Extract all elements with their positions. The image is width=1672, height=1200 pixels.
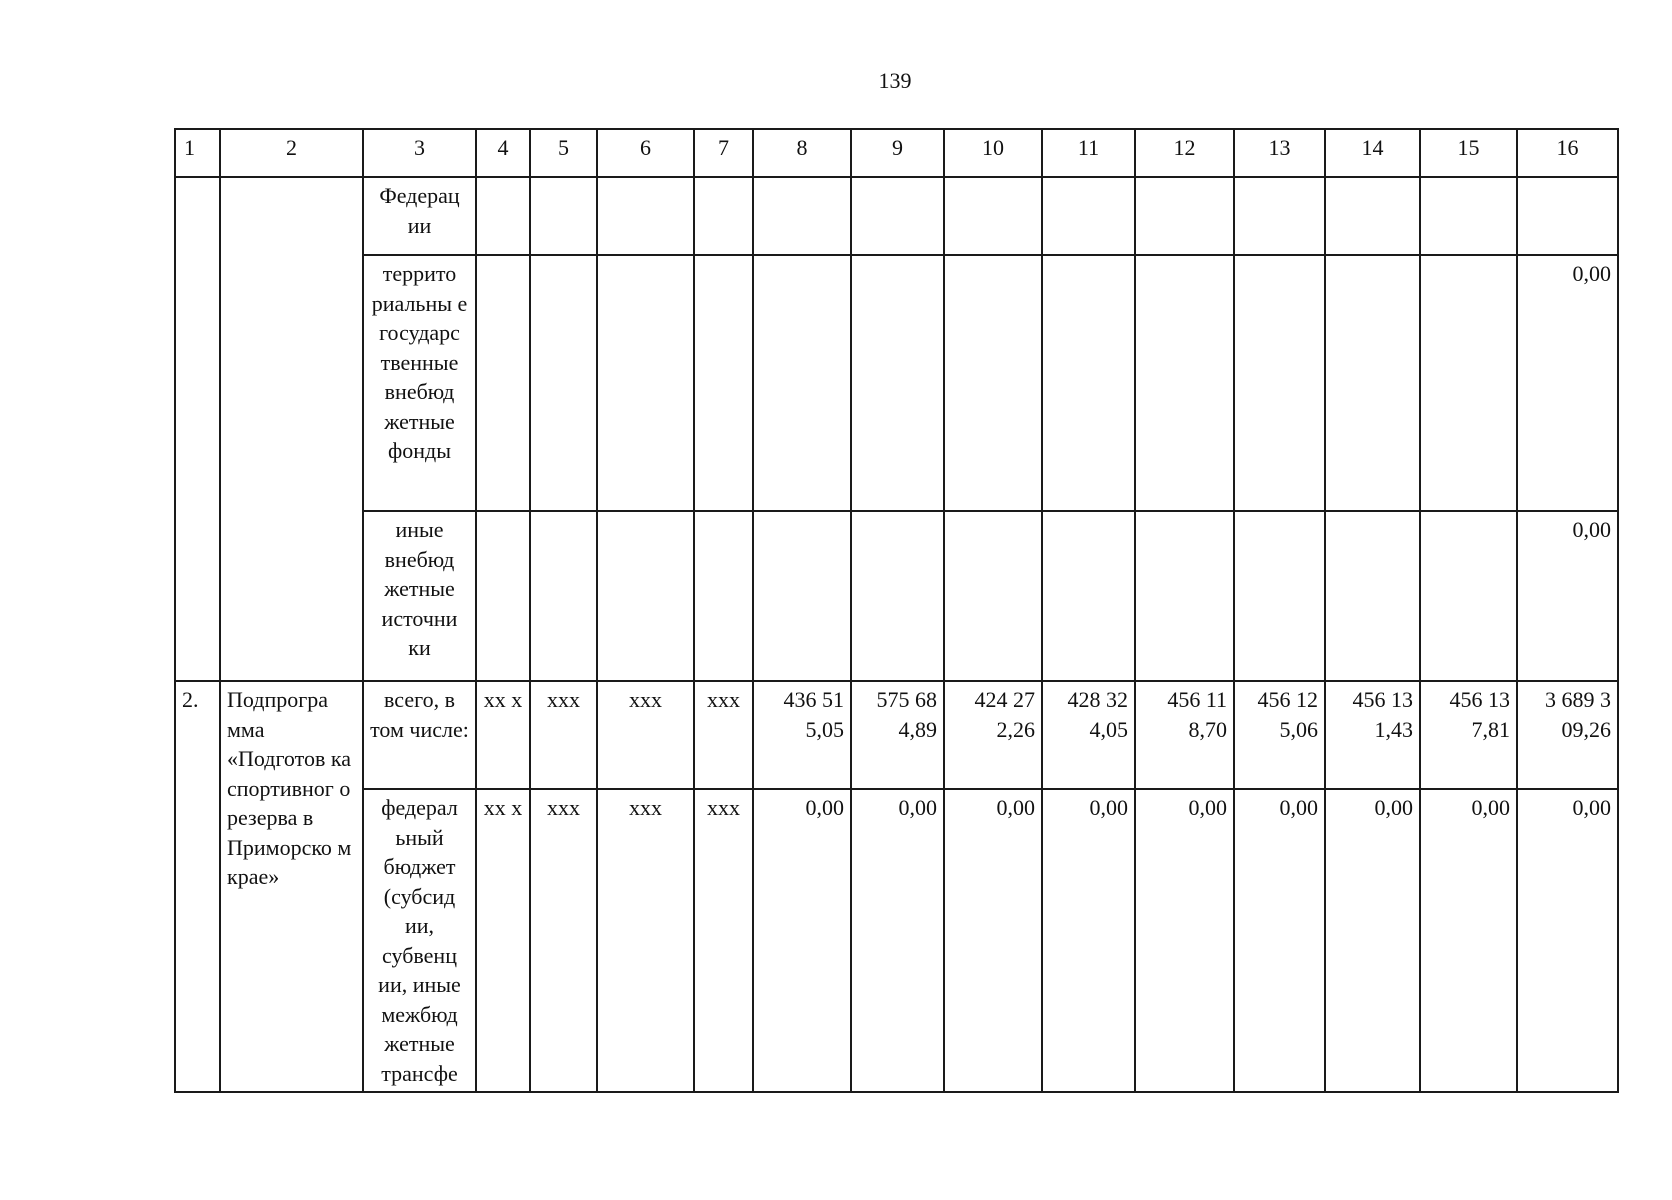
header-cell: 8 <box>753 129 851 177</box>
table-cell: 0,00 <box>944 789 1042 1092</box>
table-cell <box>1325 177 1420 255</box>
table-cell: ххх <box>530 789 597 1092</box>
header-cell: 15 <box>1420 129 1517 177</box>
header-cell: 14 <box>1325 129 1420 177</box>
table-cell <box>753 177 851 255</box>
source-label: террито риальны е государс твенные внебюд жетные фонды <box>363 255 476 511</box>
table-cell: 0,00 <box>1234 789 1325 1092</box>
header-cell: 3 <box>363 129 476 177</box>
table-cell <box>597 255 694 511</box>
header-cell: 6 <box>597 129 694 177</box>
header-cell: 12 <box>1135 129 1234 177</box>
source-label: всего, в том числе: <box>363 681 476 789</box>
table-cell <box>1420 177 1517 255</box>
header-cell: 7 <box>694 129 753 177</box>
budget-table <box>174 128 1619 1093</box>
table-cell: ххх <box>597 789 694 1092</box>
source-label: иные внебюд жетные источни ки <box>363 511 476 681</box>
table-row <box>175 789 1618 1092</box>
header-cell: 10 <box>944 129 1042 177</box>
table-cell: 0,00 <box>1517 511 1618 681</box>
table-cell: 428 32 4,05 <box>1042 681 1135 789</box>
table-cell <box>1420 511 1517 681</box>
table-cell <box>1420 255 1517 511</box>
table-cell <box>1135 255 1234 511</box>
header-cell: 13 <box>1234 129 1325 177</box>
table-cell <box>1135 177 1234 255</box>
table-cell <box>1234 511 1325 681</box>
header-cell: 1 <box>175 129 220 177</box>
table-cell <box>753 255 851 511</box>
table-cell: ххх <box>694 789 753 1092</box>
table-row <box>175 255 1618 511</box>
table-cell: 3 689 3 09,26 <box>1517 681 1618 789</box>
table-row <box>175 511 1618 681</box>
table-cell <box>753 511 851 681</box>
table-cell <box>530 177 597 255</box>
table-cell <box>597 511 694 681</box>
source-label: федерал ьный бюджет (субсид ии, субвенц ии, иные межбюд жетные трансфе <box>363 789 476 1092</box>
table-cell: 456 12 5,06 <box>1234 681 1325 789</box>
table-header-row <box>175 129 1618 177</box>
table-cell: 436 51 5,05 <box>753 681 851 789</box>
table-cell <box>1234 255 1325 511</box>
table-cell <box>1042 177 1135 255</box>
table-cell <box>476 255 530 511</box>
header-cell: 11 <box>1042 129 1135 177</box>
table-cell <box>851 177 944 255</box>
table-cell: 0,00 <box>1042 789 1135 1092</box>
table-cell: 456 13 1,43 <box>1325 681 1420 789</box>
page-number: 139 <box>878 68 912 93</box>
table-cell <box>944 177 1042 255</box>
table-cell <box>1042 255 1135 511</box>
table-cell <box>476 511 530 681</box>
table-cell <box>1234 177 1325 255</box>
table-cell: 0,00 <box>851 789 944 1092</box>
table-cell: 0,00 <box>1517 789 1618 1092</box>
table-cell: 0,00 <box>1517 255 1618 511</box>
table-cell: 0,00 <box>1325 789 1420 1092</box>
table-cell: 424 27 2,26 <box>944 681 1042 789</box>
table-cell: ххх <box>694 681 753 789</box>
table-cell: хх х <box>476 789 530 1092</box>
table-cell <box>476 177 530 255</box>
header-cell: 2 <box>220 129 363 177</box>
header-cell: 5 <box>530 129 597 177</box>
table-cell <box>1135 511 1234 681</box>
table-cell <box>694 177 753 255</box>
source-label: Федерац ии <box>363 177 476 255</box>
table-cell <box>1325 255 1420 511</box>
table-cell: ххх <box>530 681 597 789</box>
table-cell: 0,00 <box>753 789 851 1092</box>
table-cell <box>1325 511 1420 681</box>
table-cell: хх х <box>476 681 530 789</box>
table-cell <box>944 511 1042 681</box>
table-cell <box>1042 511 1135 681</box>
table-cell <box>530 255 597 511</box>
table-cell <box>694 511 753 681</box>
header-cell: 16 <box>1517 129 1618 177</box>
table-row <box>175 177 1618 255</box>
subprogram-name: Подпрогра мма «Подготов ка спортивног о резерва в Приморско м крае» <box>220 681 363 1092</box>
empty-cell <box>220 177 363 681</box>
header-cell: 9 <box>851 129 944 177</box>
table-cell: ххх <box>597 681 694 789</box>
table-cell <box>530 511 597 681</box>
row-number: 2. <box>175 681 220 1092</box>
table-cell: 0,00 <box>1135 789 1234 1092</box>
table-cell: 0,00 <box>1420 789 1517 1092</box>
table-cell <box>944 255 1042 511</box>
table-cell <box>694 255 753 511</box>
table-cell <box>597 177 694 255</box>
table-cell: 456 11 8,70 <box>1135 681 1234 789</box>
table-cell <box>1517 177 1618 255</box>
table-row <box>175 681 1618 789</box>
empty-cell <box>175 177 220 681</box>
table-cell <box>851 255 944 511</box>
table-cell: 456 13 7,81 <box>1420 681 1517 789</box>
header-cell: 4 <box>476 129 530 177</box>
table-cell: 575 68 4,89 <box>851 681 944 789</box>
table-cell <box>851 511 944 681</box>
